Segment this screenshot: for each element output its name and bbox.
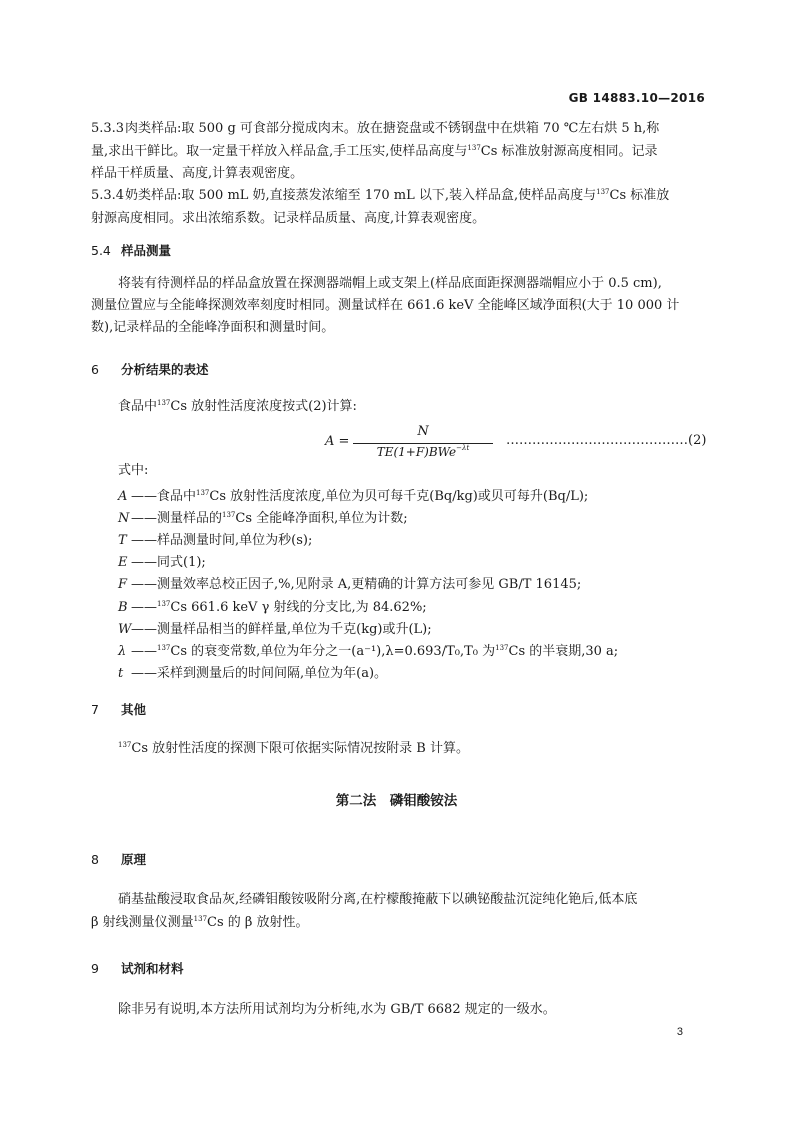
section-9-heading: 9 试剂和材料 [91, 961, 184, 976]
formula-lhs: A = [325, 434, 350, 449]
clause-number: 5.3.4 [91, 188, 125, 203]
var-T: T ——样品测量时间,单位为秒(s); [118, 533, 313, 548]
var-B: B ——$^{137}$Cs 661.6 keV γ 射线的分支比,为 84.62%; [118, 600, 427, 615]
standard-number: GB 14883.10—2016 [568, 91, 705, 105]
clause-5-3-3-line-1: 5.3.3肉类样品:取 500 g 可食部分搅成肉末。放在搪瓷盘或不锈钢盘中在烘箱 70 ℃左右烘 5 h,称 [91, 121, 660, 136]
fraction-bar [353, 443, 493, 444]
formula-denominator: TE(1+F)BWe$^{-\lambda t}$ [376, 444, 470, 459]
section-8-para-line-2: β 射线测量仪测量$^{137}$Cs 的 β 放射性。 [91, 915, 309, 930]
section-7-heading: 7 其他 [91, 702, 147, 717]
clause-number: 5.3.3 [91, 121, 125, 136]
var-W: W——测量样品相当的鲜样量,单位为千克(kg)或升(L); [118, 622, 432, 637]
clause-5-3-4-line-1: 5.3.4奶类样品:取 500 mL 奶,直接蒸发浓缩至 170 mL 以下,装入样品盒,使样品高度与$^{137}$Cs 标准放 [91, 188, 670, 203]
section-7-para: $^{137}$Cs 放射性活度的探测下限可依据实际情况按附录 B 计算。 [118, 741, 469, 756]
section-8-heading: 8 原理 [91, 852, 147, 867]
method-2-title: 第二法 磷钼酸铵法 [335, 793, 458, 809]
section-5-4-para-line-2: 测量位置应与全能峰探测效率刻度时相同。测量试样在 661.6 keV 全能峰区域净面积(大于 10 000 计 [91, 298, 680, 313]
section-5-4-heading: 5.4 样品测量 [91, 243, 172, 258]
clause-5-3-4-line-2: 射源高度相同。求出浓缩系数。记录样品质量、高度,计算表观密度。 [91, 211, 486, 226]
var-N: N ——测量样品的$^{137}$Cs 全能峰净面积,单位为计数; [118, 511, 408, 526]
formula-intro: 食品中$^{137}$Cs 放射性活度浓度按式(2)计算: [118, 399, 357, 414]
section-5-4-para-line-1: 将装有待测样品的样品盒放置在探测器端帽上或支架上(样品底面距探测器端帽应小于 0.5 cm), [118, 276, 662, 291]
formula-numerator: N [417, 424, 429, 439]
var-A: A ——食品中$^{137}$Cs 放射性活度浓度,单位为贝可每千克(Bq/kg)或贝可每升(Bq/L); [118, 489, 589, 504]
var-F: F ——测量效率总校正因子,%,见附录 A,更精确的计算方法可参见 GB/T 16145; [118, 577, 582, 592]
page-number: 3 [676, 1026, 683, 1038]
section-6-heading: 6 分析结果的表述 [91, 362, 209, 377]
where-label: 式中: [118, 463, 149, 478]
var-t: t ——采样到测量后的时间间隔,单位为年(a)。 [118, 666, 388, 681]
clause-5-3-3-line-3: 样品干样质量、高度,计算表观密度。 [91, 166, 304, 181]
clause-5-3-3-line-2: 量,求出干鲜比。取一定量干样放入样品盒,手工压实,使样品高度与$^{137}$Cs 标准放射源高度相同。记录 [91, 144, 658, 159]
var-E: E ——同式(1); [118, 555, 206, 570]
equation-number: ……………………………………(2) [506, 433, 707, 448]
section-5-4-para-line-3: 数),记录样品的全能峰净面积和测量时间。 [91, 320, 335, 335]
var-lambda: λ ——$^{137}$Cs 的衰变常数,单位为年分之一(a⁻¹),λ=0.693/T₀,T₀ 为$^{137}$Cs 的半衰期,30 a; [118, 644, 619, 659]
section-9-para: 除非另有说明,本方法所用试剂均为分析纯,水为 GB/T 6682 规定的一级水。 [118, 1002, 556, 1017]
section-8-para-line-1: 硝基盐酸浸取食品灰,经磷钼酸铵吸附分离,在柠檬酸掩蔽下以碘铋酸盐沉淀纯化铯后,低本底 [118, 892, 638, 907]
